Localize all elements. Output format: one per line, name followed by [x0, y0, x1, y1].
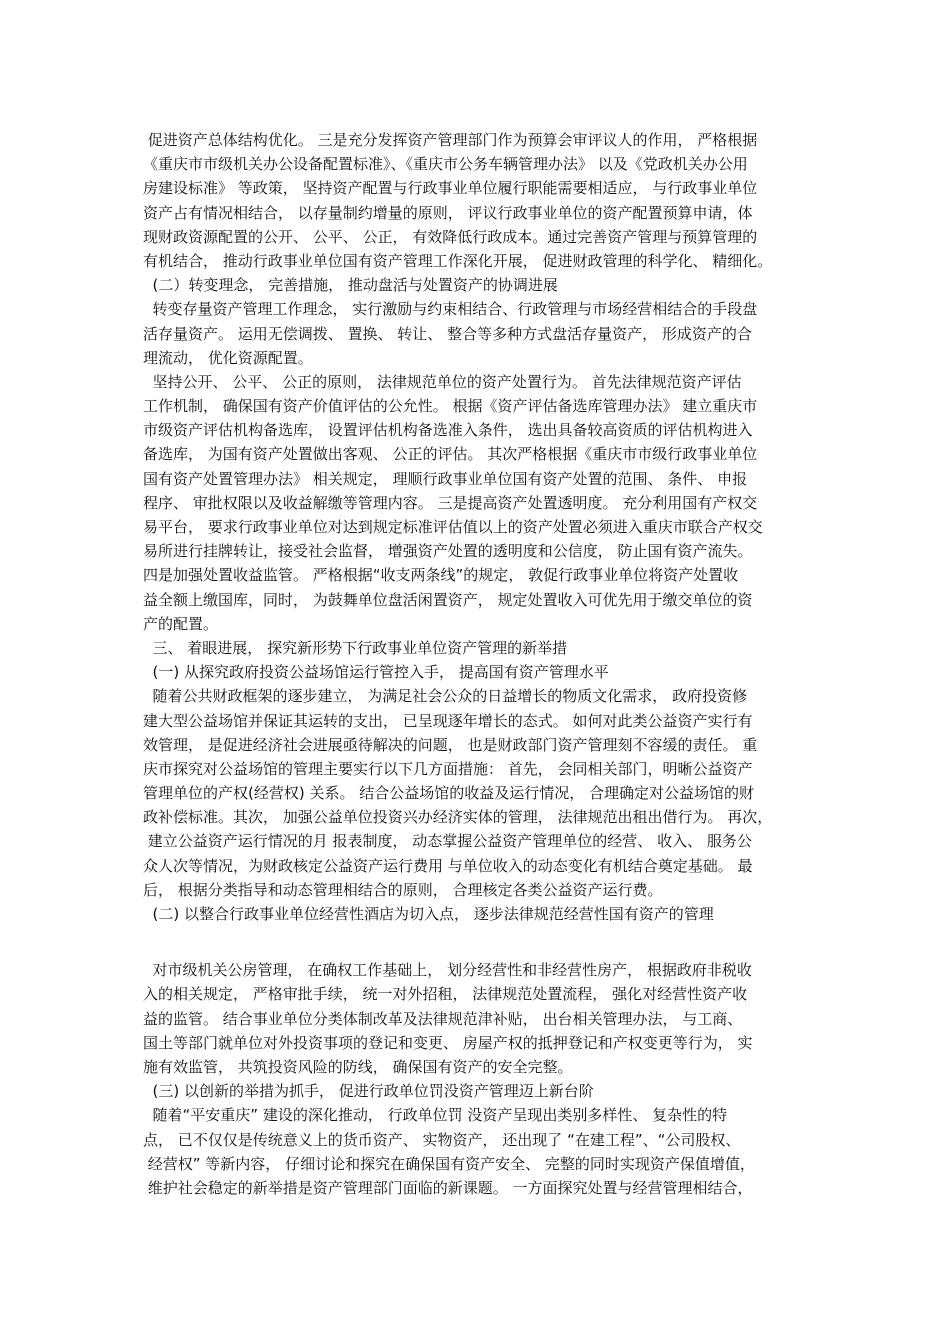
text-line: 理流动， 优化资源配置。 [143, 348, 313, 367]
text-line: (二）转变理念， 完善措施， 推动盘活与处置资产的协调进展 [143, 276, 558, 295]
text-line: 坚持公开、 公平、 公正的原则， 法律规范单位的资产处置行为。 首先法律规范资产评估 [143, 372, 742, 391]
text-line: 建大型公益场馆并保证其运转的支出， 已呈现逐年增长的态式。 如何对此类公益资产实行有 [143, 711, 753, 730]
document-body [143, 128, 823, 1200]
text-line: 维护社会稳定的新举措是资产管理部门面临的新课题。 一方面探究处置与经营管理相结合， [143, 1178, 753, 1197]
text-line: 施有效监管， 共筑投资风险的防线， 确保国有资产的安全完整。 [143, 1057, 573, 1076]
paragraph-gap [143, 926, 823, 958]
text-line: 国土等部门就单位对外投资事项的登记和变更、 房屋产权的抵押登记和产权变更等行为， 实 [143, 1033, 753, 1052]
text-line: (一) 从探究政府投资公益场馆运行管控入手， 提高国有资产管理水平 [143, 663, 609, 682]
text-line: 产的配置。 [143, 614, 219, 633]
text-line: 活存量资产。 运用无偿调拨、 置换、 转让、 整合等多种方式盘活存量资产， 形成资产的合 [143, 324, 752, 343]
text-line: 四是加强处置收益监管。 严格根据“收支两条线”的规定， 敦促行政事业单位将资产处置收 [143, 566, 739, 585]
text-line: 众人次等情况，为财政核定公益资产运行费用 与单位收入的动态变化有机结合奠定基础。 最 [143, 856, 753, 875]
text-line: 经营权” 等新内容， 仔细讨论和探究在确保国有资产安全、 完整的同时实现资产保值增值， [143, 1154, 755, 1173]
text-line: 有机结合， 推动行政事业单位国有资产管理工作深化开展， 促进财政管理的科学化、 精细化。 [143, 251, 773, 270]
text-line: 建立公益资产运行情况的月 报表制度， 动态掌握公益资产管理单位的经营、 收入、 服务公 [143, 832, 752, 851]
text-line: 房建设标准》 等政策， 坚持资产配置与行政事业单位履行职能需要相适应， 与行政事业单位 [143, 179, 758, 198]
text-line: 促进资产总体结构优化。 三是充分发挥资产管理部门作为预算会审评议人的作用， 严格根据 [143, 131, 758, 149]
text-line: 转变存量资产管理工作理念， 实行激励与约束相结合、行政管理与市场经营相结合的手段盘 [143, 300, 758, 319]
text-line: 易所进行挂牌转让，接受社会监督， 增强资产处置的透明度和公信度， 防止国有资产流失。 [143, 542, 753, 561]
text-line: 随着“平安重庆” 建设的深化推动， 行政单位罚 没资产呈现出类别多样性、 复杂性的特 [143, 1106, 728, 1125]
text-line: 管理单位的产权(经营权) 关系。 结合公益场馆的收益及运行情况， 合理确定对公益场馆的财 [143, 784, 755, 803]
text-line: 随着公共财政框架的逐步建立， 为满足社会公众的日益增长的物质文化需求， 政府投资修 [143, 687, 748, 706]
text-line: 点， 已不仅仅是传统意义上的货币资产、 实物资产， 还出现了 “在建工程”、“公司股权、 [143, 1130, 741, 1149]
text-line: 《重庆市市级机关办公设备配置标准》、《重庆市公务车辆管理办法》 以及《党政机关办公用 [143, 155, 748, 174]
text-line: 程序、 审批权限以及收益解缴等管理内容。 三是提高资产处置透明度。 充分利用国有产权交 [143, 493, 758, 512]
text-line: (三) 以创新的举措为抓手， 促进行政单位罚没资产管理迈上新台阶 [143, 1082, 594, 1101]
text-line: 工作机制， 确保国有资产价值评估的公允性。 根据《资产评估备选库管理办法》 建立重庆市 [143, 397, 758, 416]
text-line: 益的监管。 结合事业单位分类体制改革及法律规范津补贴， 出台相关管理办法， 与工商、 [143, 1009, 743, 1028]
text-line: 三、 着眼进展， 探究新形势下行政事业单位资产管理的新举措 [143, 638, 568, 657]
text-line: 益全额上缴国库，同时， 为鼓舞单位盘活闲置资产， 规定处置收入可优先用于缴交单位的资 [143, 590, 753, 609]
text-line: 市级资产评估机构备选库， 设置评估机构备选准入条件， 选出具备较高资质的评估机构进入 [143, 421, 753, 440]
text-line: 易平台， 要求行政事业单位对达到规定标准评估值以上的资产处置必须进入重庆市联合产权交 [143, 518, 763, 536]
text-line: 后， 根据分类指导和动态管理相结合的原则， 合理核定各类公益资产运行费。 [143, 880, 663, 899]
text-line: 资产占有情况相结合， 以存量制约增量的原则， 评议行政事业单位的资产配置预算申请，体 [143, 203, 753, 222]
text-line: 庆市探究对公益场馆的管理主要实行以下几方面措施： 首先， 会同相关部门，明晰公益资产 [143, 759, 753, 778]
text-line: (二) 以整合行政事业单位经营性酒店为切入点， 逐步法律规范经营性国有资产的管理 [143, 905, 714, 923]
text-line: 入的相关规定， 严格审批手续， 统一对外招租， 法律规范处置流程， 强化对经营性资产收 [143, 985, 748, 1004]
text-line: 政补偿标准。其次， 加强公益单位投资兴办经济实体的管理， 法律规范出租出借行为。 再次， [143, 808, 773, 827]
text-line: 效管理， 是促进经济社会进展亟待解决的问题， 也是财政部门资产管理刻不容缓的责任。 重 [143, 735, 758, 754]
text-line: 备选库， 为国有资产处置做出客观、 公正的评估。 其次严格根据《重庆市市级行政事业单位 [143, 445, 758, 464]
text-line: 国有资产处置管理办法》 相关规定， 理顺行政事业单位国有资产处置的范围、 条件、 申报 [143, 469, 748, 488]
text-line: 现财政资源配置的公开、 公平、 公正， 有效降低行政成本。通过完善资产管理与预算管理的 [143, 227, 758, 246]
text-line: 对市级机关公房管理， 在确权工作基础上， 划分经营性和非经营性房产， 根据政府非税收 [143, 961, 752, 980]
